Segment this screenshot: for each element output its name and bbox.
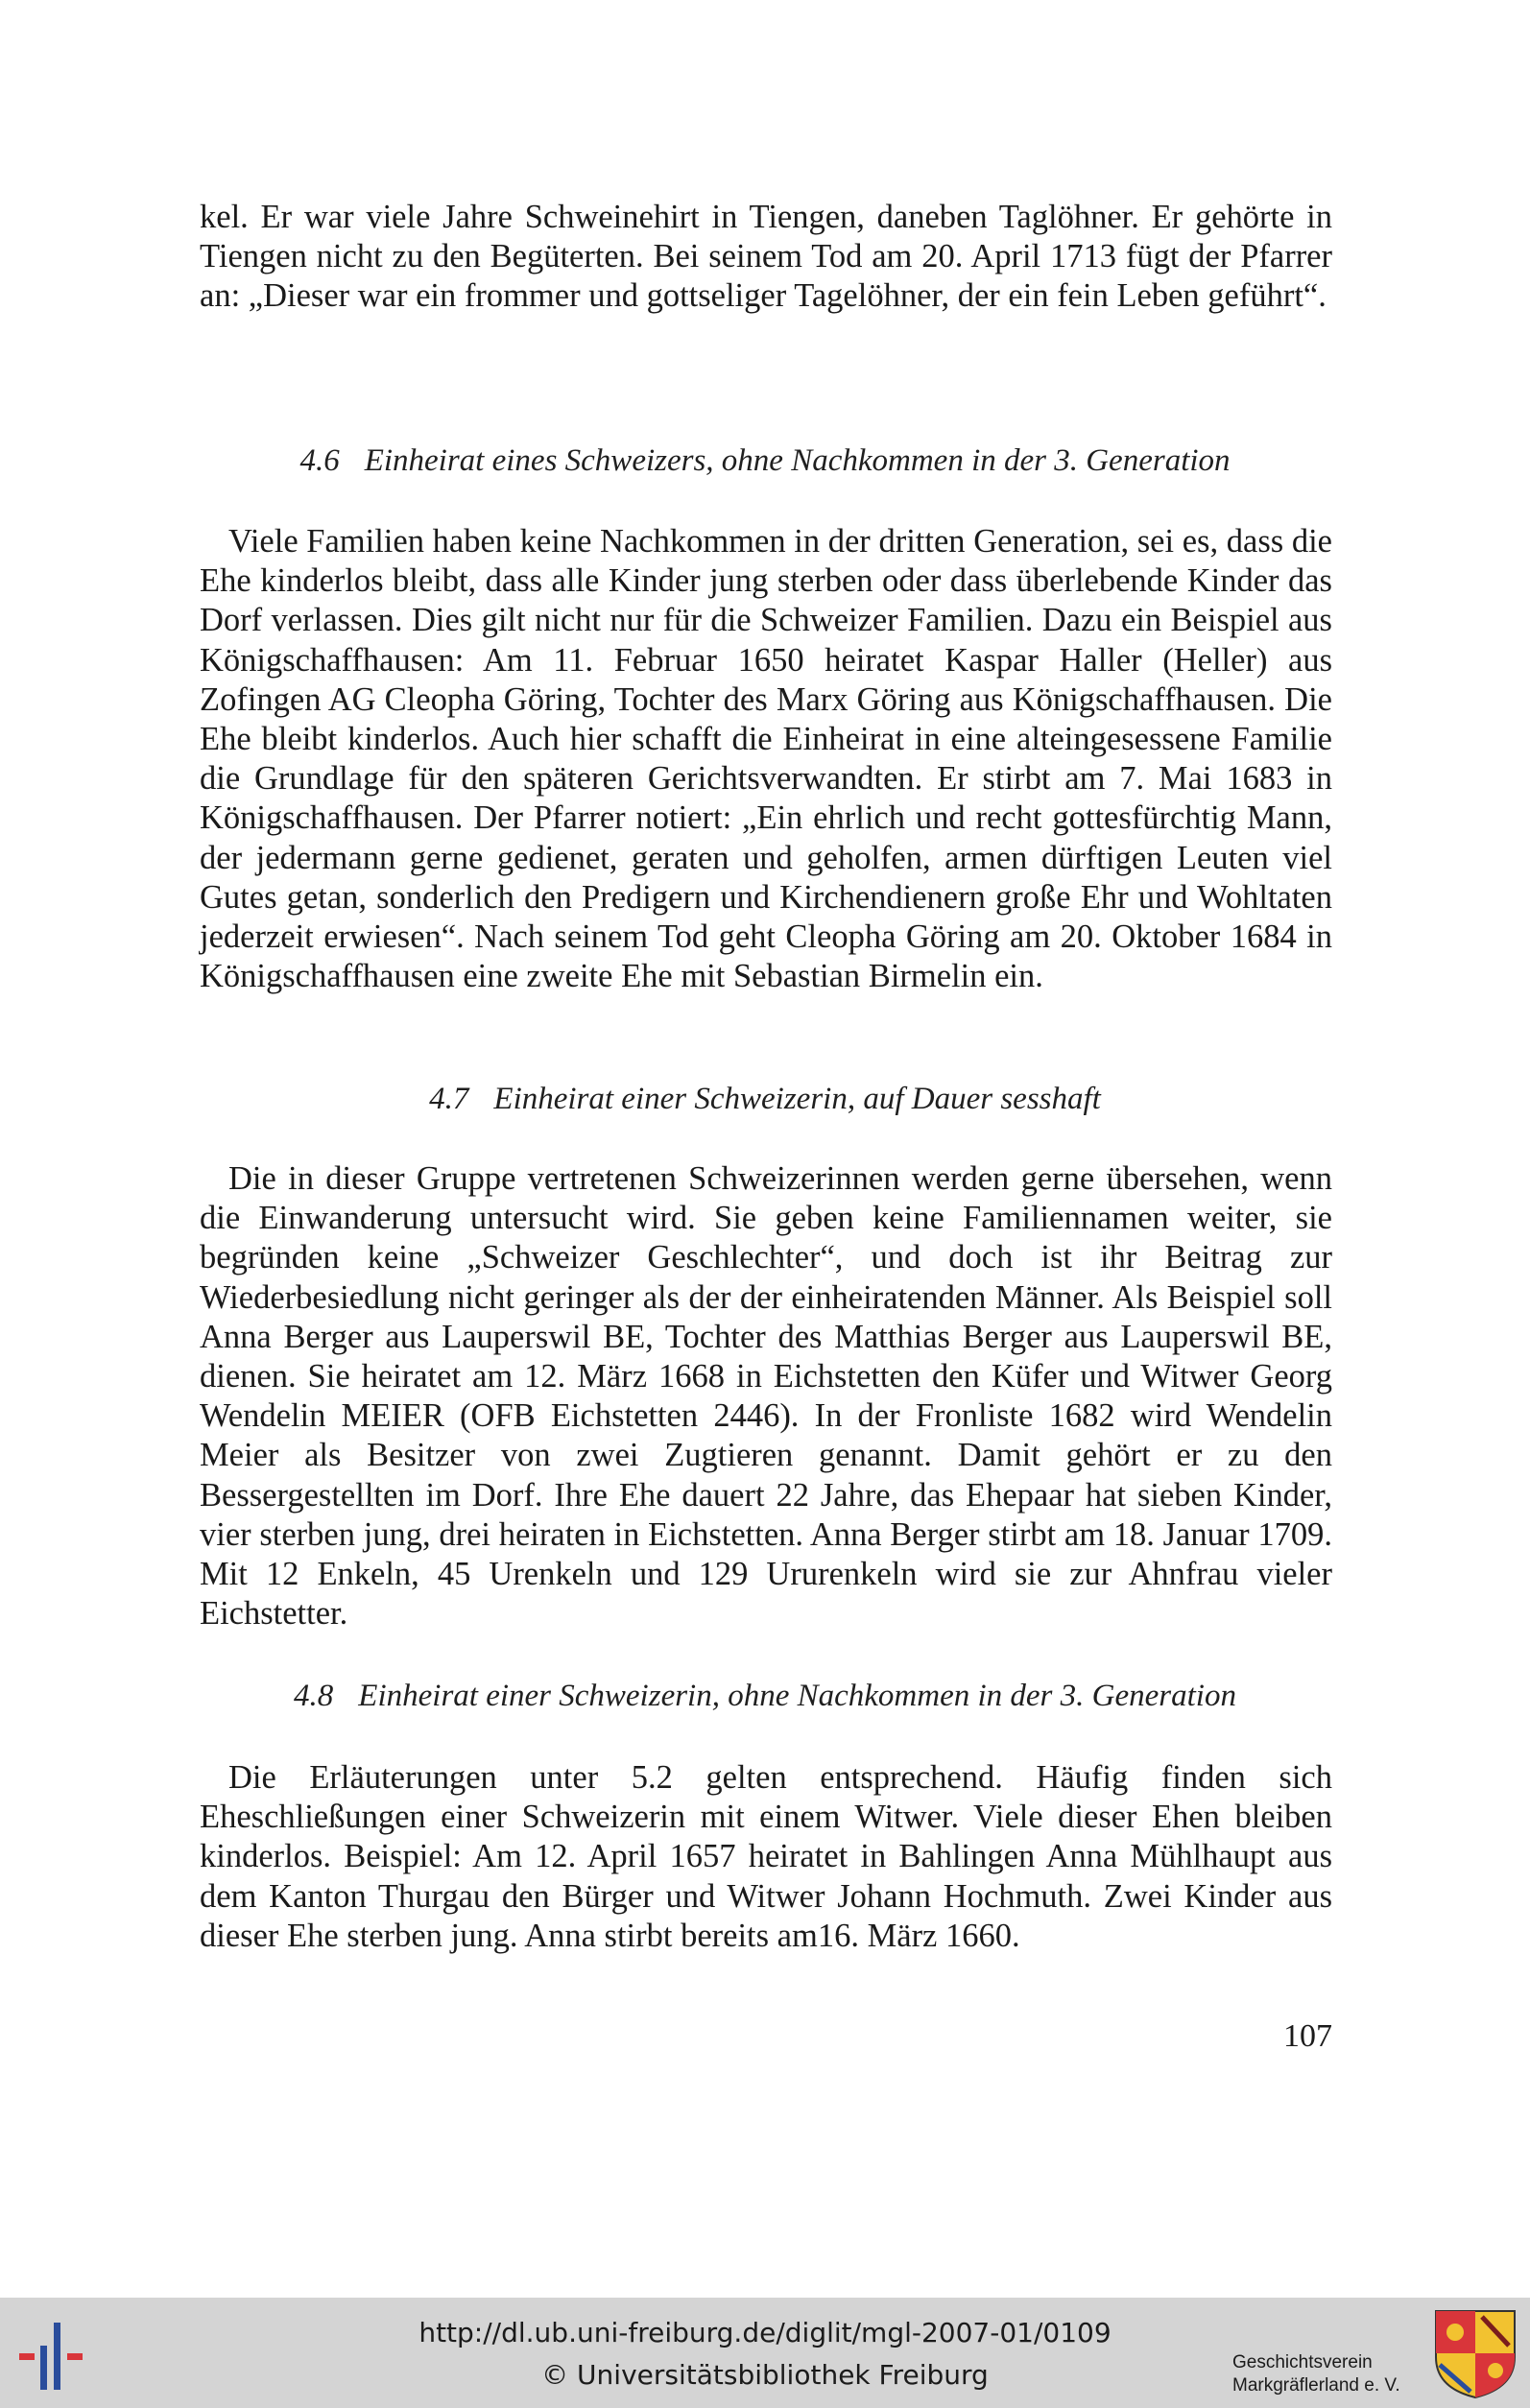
section-number: 4.7 bbox=[429, 1082, 469, 1116]
page-number: 107 bbox=[1283, 2018, 1332, 2054]
organization-name bbox=[1232, 2351, 1400, 2397]
section-paragraph-4-7: Die in dieser Gruppe vertretenen Schweizerinnen werden gerne übersehen, wenn die Einwanderung untersucht wird. Sie geben keine Familiennamen weiter, sie begründen keine „Schweizer Geschlechter“, und doch ist ihr Beitrag zur Wiederbesiedlung nicht geringer als der der einheiratenden Männer. Als Beispiel soll Anna Berger aus Lauperswil BE, Tochter des Matthias Berger aus Lauperswil BE, dienen. Sie heiratet am 12. März 1668 in Eichstetten den Küfer und Witwer Georg Wendelin MEIER (OFB Eichstetten 2446). In der Fronliste 1682 wird Wendelin Meier als Besitzer von zwei Zugtieren genannt. Damit gehört er zu den Bessergestellten im Dorf. Ihre Ehe dauert 22 Jahre, das Ehepaar hat sieben Kinder, vier sterben jung, drei heiraten in Eichstetten. Anna Berger stirbt am 18. Januar 1709. Mit 12 Enkeln, 45 Urenkeln und 129 Ururenkeln wird sie zur Ahnfrau vieler Eichstetter. bbox=[200, 1160, 1332, 1633]
section-number: 4.8 bbox=[294, 1679, 334, 1713]
org-line-1: Geschichtsverein bbox=[1232, 2352, 1373, 2372]
section-heading-4-6 bbox=[0, 441, 1530, 480]
footer-copyright: © Universitätsbibliothek Freiburg bbox=[541, 2359, 989, 2391]
footer-url-link[interactable]: http://dl.ub.uni-freiburg.de/diglit/mgl-2007-01/0109 bbox=[418, 2317, 1112, 2348]
coat-of-arms-icon bbox=[1432, 2307, 1518, 2399]
section-paragraph-4-6: Viele Familien haben keine Nachkommen in der dritten Generation, sei es, dass die Ehe kinderlos bleibt, dass alle Kinder jung sterben oder dass überlebende Kinder das Dorf verlassen. Dies gilt nicht nur für die Schweizer Familien. Dazu ein Beispiel aus Königschaffhausen: Am 11. Februar 1650 heiratet Kaspar Haller (Heller) aus Zofingen AG Cleopha Göring, Tochter des Marx Göring aus Königschaffhausen. Die Ehe bleibt kinderlos. Auch hier schafft die Einheirat in eine alteingesessene Familie die Grundlage für den späteren Gerichtsverwandten. Er stirbt am 7. Mai 1683 in Königschaffhausen. Der Pfarrer notiert: „Ein ehrlich und recht gottesfürchtig Mann, der jedermann gerne gedienet, geraten und geholfen, armen dürftigen Leuten viel Gutes getan, sonderlich den Predigern und Kirchendienern große Ehr und Wohltaten jederzeit erwiesen“. Nach seinem Tod geht Cleopha Göring am 20. Oktober 1684 in Königschaffhausen eine zweite Ehe mit Sebastian Birmelin ein. bbox=[200, 523, 1332, 995]
section-number: 4.6 bbox=[299, 443, 340, 478]
section-title: Einheirat einer Schweizerin, auf Dauer sesshaft bbox=[493, 1082, 1101, 1116]
section-paragraph-4-8: Die Erläuterungen unter 5.2 gelten entsprechend. Häufig finden sich Eheschließungen einer Schweizerin mit einem Witwer. Viele dieser Ehen bleiben kinderlos. Beispiel: Am 12. April 1657 heiratet in Bahlingen Anna Mühlhaupt aus dem Kanton Thurgau den Bürger und Witwer Johann Hochmuth. Zwei Kinder aus dieser Ehe sterben jung. Anna stirbt bereits am16. März 1660. bbox=[200, 1759, 1332, 1954]
section-heading-4-7 bbox=[0, 1080, 1530, 1118]
section-title: Einheirat eines Schweizers, ohne Nachkommen in der 3. Generation bbox=[364, 443, 1231, 478]
section-title: Einheirat einer Schweizerin, ohne Nachkommen in der 3. Generation bbox=[358, 1679, 1236, 1713]
footer-bar bbox=[0, 2298, 1530, 2408]
intro-paragraph: kel. Er war viele Jahre Schweinehirt in Tiengen, daneben Taglöhner. Er gehörte in Tiengen nicht zu den Begüterten. Bei seinem Tod am 20. April 1713 fügt der Pfarrer an: „Dieser war ein frommer und gottseliger Tagelöhner, der ein fein Leben geführt“. bbox=[200, 199, 1332, 315]
section-heading-4-8 bbox=[0, 1677, 1530, 1715]
org-line-2: Markgräflerland e. V. bbox=[1232, 2375, 1400, 2396]
